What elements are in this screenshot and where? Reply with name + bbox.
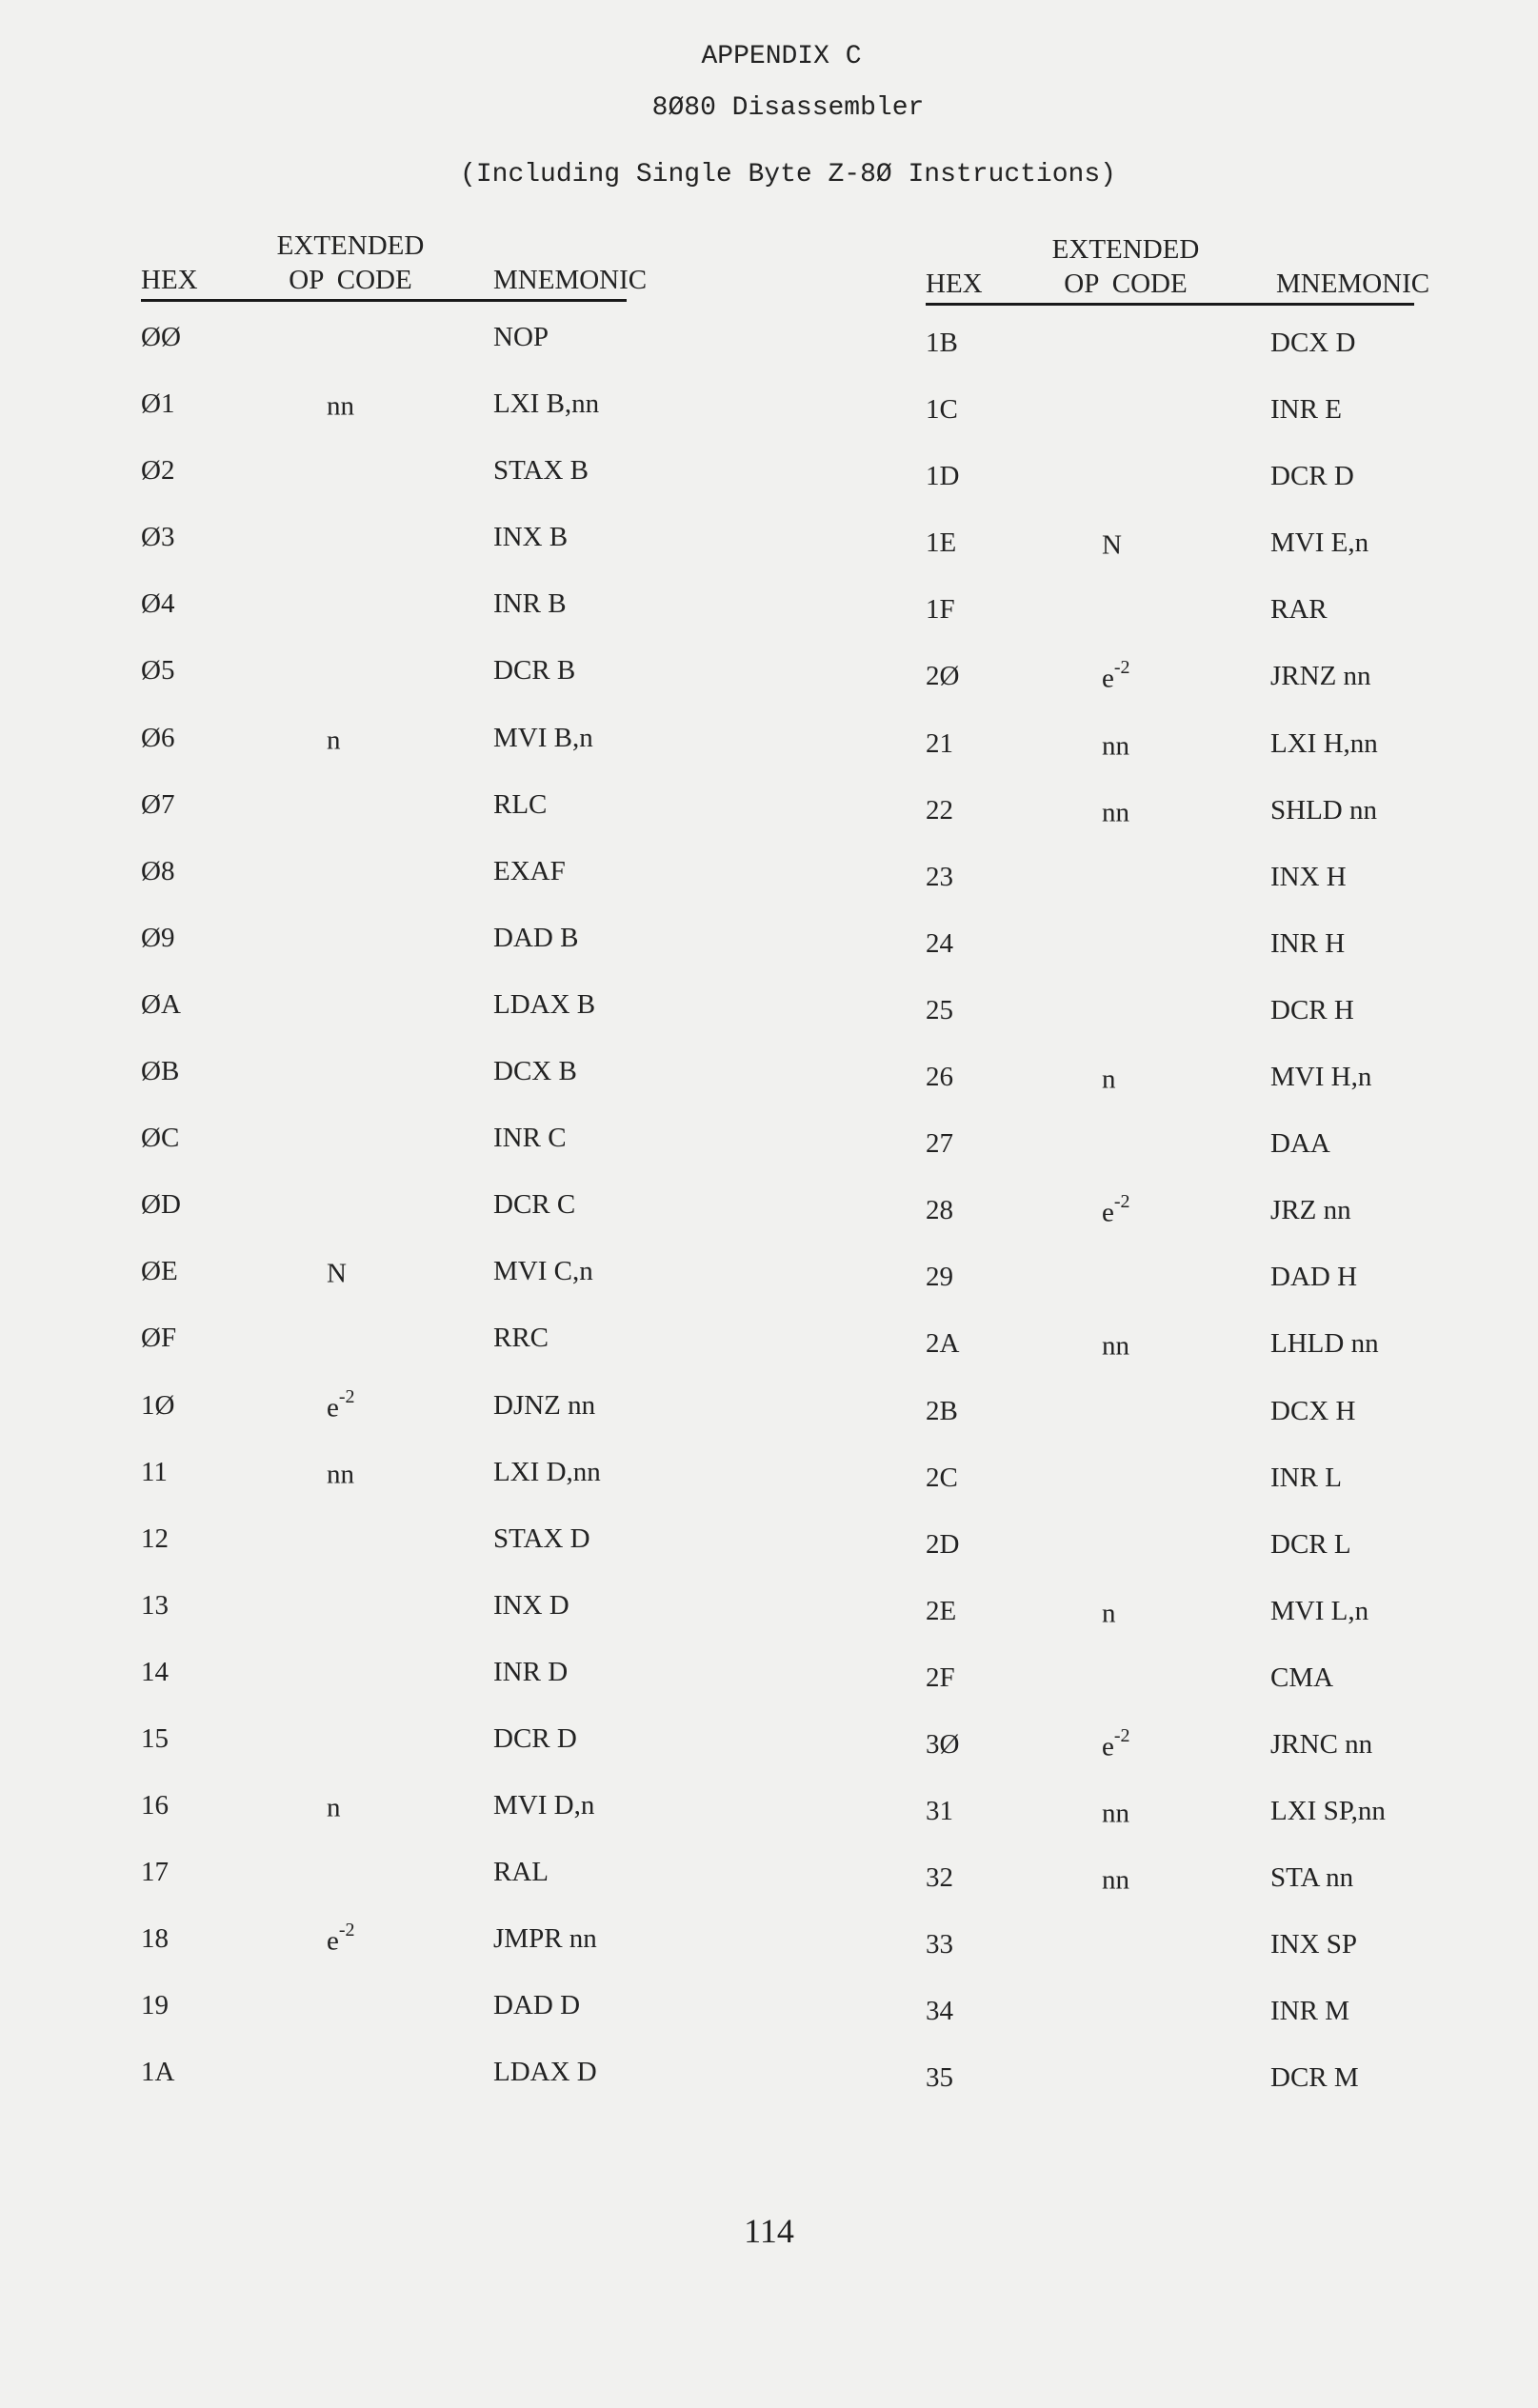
hex-code: 33	[926, 1929, 953, 1960]
extended-op-code-base: e	[1102, 664, 1114, 695]
extended-op-code	[1102, 1328, 1129, 1363]
mnemonic: INX H	[1270, 861, 1347, 892]
extended-op-code-exponent: -2	[1113, 1191, 1130, 1213]
extended-op-code-base: e	[327, 1392, 339, 1423]
hex-code: Ø2	[141, 455, 175, 487]
hex-code: 2F	[926, 1662, 955, 1693]
extended-op-code	[1102, 795, 1129, 829]
mnemonic: STA nn	[1270, 1862, 1354, 1894]
extended-op-code	[327, 388, 354, 423]
hex-code: 15	[141, 1722, 169, 1754]
mnemonic: INR D	[493, 1656, 569, 1687]
mnemonic: DAA	[1270, 1128, 1330, 1160]
hex-code: 18	[141, 1923, 169, 1955]
extended-op-code-exponent: -2	[1113, 657, 1130, 679]
mnemonic: INX SP	[1270, 1929, 1358, 1960]
hex-code: 28	[926, 1195, 953, 1226]
mnemonic: MVI D,n	[493, 1790, 595, 1821]
hex-code: 1D	[926, 461, 960, 492]
extended-op-code-base: e	[1102, 1197, 1114, 1228]
extended-op-code-base: n	[1102, 1598, 1116, 1629]
mnemonic: DAD D	[493, 1990, 581, 2021]
mnemonic: SHLD nn	[1270, 794, 1377, 826]
extended-op-code-base: n	[327, 1792, 341, 1823]
hex-code: Ø5	[141, 655, 175, 687]
mnemonic: DAD B	[493, 922, 579, 953]
mnemonic: JRNC nn	[1270, 1728, 1373, 1760]
hex-code: ØA	[141, 988, 181, 1020]
mnemonic: STAX B	[493, 455, 589, 487]
extended-op-code	[1102, 1062, 1116, 1096]
extended-op-code	[1102, 527, 1122, 562]
mnemonic: STAX D	[493, 1522, 590, 1554]
mnemonic: JRZ nn	[1270, 1195, 1351, 1226]
extended-op-code	[327, 1920, 355, 1958]
mnemonic: INR H	[1270, 927, 1346, 959]
mnemonic: INR L	[1270, 1462, 1342, 1493]
extended-op-code-base: nn	[1102, 730, 1129, 762]
hex-code: 3Ø	[926, 1728, 960, 1760]
mnemonic: RLC	[493, 788, 548, 820]
hex-code: 32	[926, 1862, 953, 1894]
hex-code: 1A	[141, 2057, 175, 2088]
mnemonic: DCX B	[493, 1056, 577, 1087]
mnemonic: DJNZ nn	[493, 1389, 596, 1421]
mnemonic: DCR C	[493, 1189, 576, 1221]
hex-code: ØF	[141, 1323, 177, 1354]
column-header-op-code: OP CODE	[1064, 269, 1188, 299]
mnemonic: INR C	[493, 1123, 567, 1154]
extended-op-code-base: N	[1102, 529, 1122, 561]
extended-op-code-base: nn	[1102, 1331, 1129, 1363]
mnemonic: DAD H	[1270, 1262, 1358, 1293]
column-header-mnemonic: MNEMONIC	[1276, 269, 1430, 299]
hex-code: 12	[141, 1522, 169, 1554]
column-header-op-code: OP CODE	[289, 265, 412, 295]
mnemonic: NOP	[493, 322, 549, 352]
mnemonic: INR E	[1270, 394, 1342, 426]
hex-code: 1C	[926, 394, 958, 426]
extended-op-code-exponent: -2	[338, 1920, 355, 1941]
extended-op-code	[327, 1385, 355, 1424]
extended-op-code-base: nn	[1102, 797, 1129, 828]
mnemonic: DCR L	[1270, 1528, 1351, 1560]
mnemonic: RRC	[493, 1323, 549, 1354]
mnemonic: LXI B,nn	[493, 388, 600, 420]
column-header-extended-op-code	[1049, 232, 1202, 301]
extended-op-code-exponent: -2	[338, 1385, 355, 1407]
extended-op-code	[327, 723, 341, 757]
mnemonic: RAR	[1270, 594, 1328, 626]
hex-code: 1Ø	[141, 1389, 175, 1421]
mnemonic: RAL	[493, 1857, 549, 1888]
mnemonic: INR M	[1270, 1996, 1349, 2027]
hex-code: Ø8	[141, 855, 175, 886]
hex-code: Ø9	[141, 922, 175, 953]
extended-op-code	[1102, 657, 1130, 695]
hex-code: ØB	[141, 1056, 180, 1087]
mnemonic: LDAX B	[493, 988, 596, 1020]
hex-code: ØE	[141, 1256, 178, 1287]
extended-op-code	[327, 1256, 347, 1290]
mnemonic: INX B	[493, 522, 569, 553]
hex-code: ØC	[141, 1123, 180, 1154]
hex-code: ØD	[141, 1189, 181, 1221]
extended-op-code-base: n	[1102, 1064, 1116, 1095]
mnemonic: MVI E,n	[1270, 527, 1369, 559]
mnemonic: MVI C,n	[493, 1256, 593, 1287]
hex-code: 27	[926, 1128, 953, 1160]
extended-op-code-base: e	[1102, 1731, 1114, 1762]
mnemonic: INR B	[493, 588, 567, 620]
column-header-hex: HEX	[141, 265, 198, 295]
hex-code: ØØ	[141, 322, 181, 352]
appendix-heading: APPENDIX C	[701, 42, 862, 71]
extended-op-code-base: nn	[1102, 1798, 1129, 1829]
hex-code: Ø4	[141, 588, 175, 620]
extended-op-code	[1102, 1862, 1129, 1897]
extended-op-code-base: n	[327, 725, 341, 756]
mnemonic: JRNZ nn	[1270, 661, 1371, 692]
extended-op-code	[327, 1457, 354, 1491]
extended-op-code-base: nn	[327, 390, 354, 422]
hex-code: 2A	[926, 1328, 960, 1360]
hex-code: 1E	[926, 527, 957, 559]
hex-code: 1B	[926, 328, 958, 358]
hex-code: 2E	[926, 1595, 957, 1626]
mnemonic: MVI L,n	[1270, 1595, 1369, 1626]
column-header-extended: EXTENDED	[276, 230, 425, 261]
mnemonic: LHLD nn	[1270, 1328, 1379, 1360]
hex-code: 29	[926, 1262, 953, 1293]
mnemonic: CMA	[1270, 1662, 1334, 1693]
hex-code: 22	[926, 794, 953, 826]
hex-code: 14	[141, 1656, 169, 1687]
extended-op-code	[1102, 1796, 1129, 1830]
hex-code: 23	[926, 861, 953, 892]
header-rule	[141, 299, 627, 302]
mnemonic: JMPR nn	[493, 1923, 597, 1955]
hex-code: 11	[141, 1456, 168, 1487]
page-number: 114	[744, 2212, 794, 2250]
mnemonic: DCR H	[1270, 994, 1354, 1025]
hex-code: 2B	[926, 1395, 958, 1426]
mnemonic: DCR D	[493, 1722, 577, 1754]
hex-code: 35	[926, 2062, 953, 2094]
mnemonic: DCR M	[1270, 2062, 1359, 2094]
hex-code: 2D	[926, 1528, 960, 1560]
hex-code: Ø7	[141, 788, 175, 820]
hex-code: Ø1	[141, 388, 175, 420]
extended-op-code-base: N	[327, 1258, 347, 1289]
hex-code: 13	[141, 1589, 169, 1621]
extended-op-code-base: e	[327, 1925, 339, 1957]
hex-code: Ø6	[141, 722, 175, 753]
mnemonic: LXI H,nn	[1270, 727, 1378, 759]
extended-op-code-base: nn	[1102, 1864, 1129, 1896]
column-header-extended-op-code	[274, 229, 427, 297]
mnemonic: DCX D	[1270, 328, 1356, 358]
hex-code: 16	[141, 1790, 169, 1821]
hex-code: 17	[141, 1857, 169, 1888]
mnemonic: LXI D,nn	[493, 1456, 601, 1487]
extended-op-code	[327, 1790, 341, 1824]
hex-code: 31	[926, 1796, 953, 1827]
column-header-hex: HEX	[926, 269, 983, 299]
hex-code: 34	[926, 1996, 953, 2027]
mnemonic: MVI H,n	[1270, 1062, 1372, 1093]
mnemonic: INX D	[493, 1589, 569, 1621]
extended-op-code	[1102, 1191, 1130, 1229]
hex-code: 25	[926, 994, 953, 1025]
mnemonic: MVI B,n	[493, 722, 593, 753]
hex-code: 2C	[926, 1462, 958, 1493]
column-header-extended: EXTENDED	[1051, 234, 1200, 265]
hex-code: 1F	[926, 594, 955, 626]
mnemonic: LDAX D	[493, 2057, 597, 2088]
extended-op-code	[1102, 1724, 1130, 1763]
hex-code: 2Ø	[926, 661, 960, 692]
extended-op-code	[1102, 1596, 1116, 1630]
extended-op-code-exponent: -2	[1113, 1724, 1130, 1746]
extended-op-code-base: nn	[327, 1459, 354, 1490]
mnemonic: DCX H	[1270, 1395, 1356, 1426]
mnemonic: EXAF	[493, 855, 566, 886]
mnemonic: DCR B	[493, 655, 576, 687]
mnemonic: DCR D	[1270, 461, 1354, 492]
hex-code: 21	[926, 727, 953, 759]
hex-code: 24	[926, 927, 953, 959]
column-header-mnemonic: MNEMONIC	[493, 265, 648, 295]
hex-code: 26	[926, 1062, 953, 1093]
page-title: 8Ø80 Disassembler	[651, 93, 925, 123]
hex-code: Ø3	[141, 522, 175, 553]
hex-code: 19	[141, 1990, 169, 2021]
extended-op-code	[1102, 728, 1129, 763]
header-rule	[926, 303, 1414, 306]
mnemonic: LXI SP,nn	[1270, 1796, 1386, 1827]
page-subtitle: (Including Single Byte Z-8Ø Instructions)	[460, 160, 1116, 189]
